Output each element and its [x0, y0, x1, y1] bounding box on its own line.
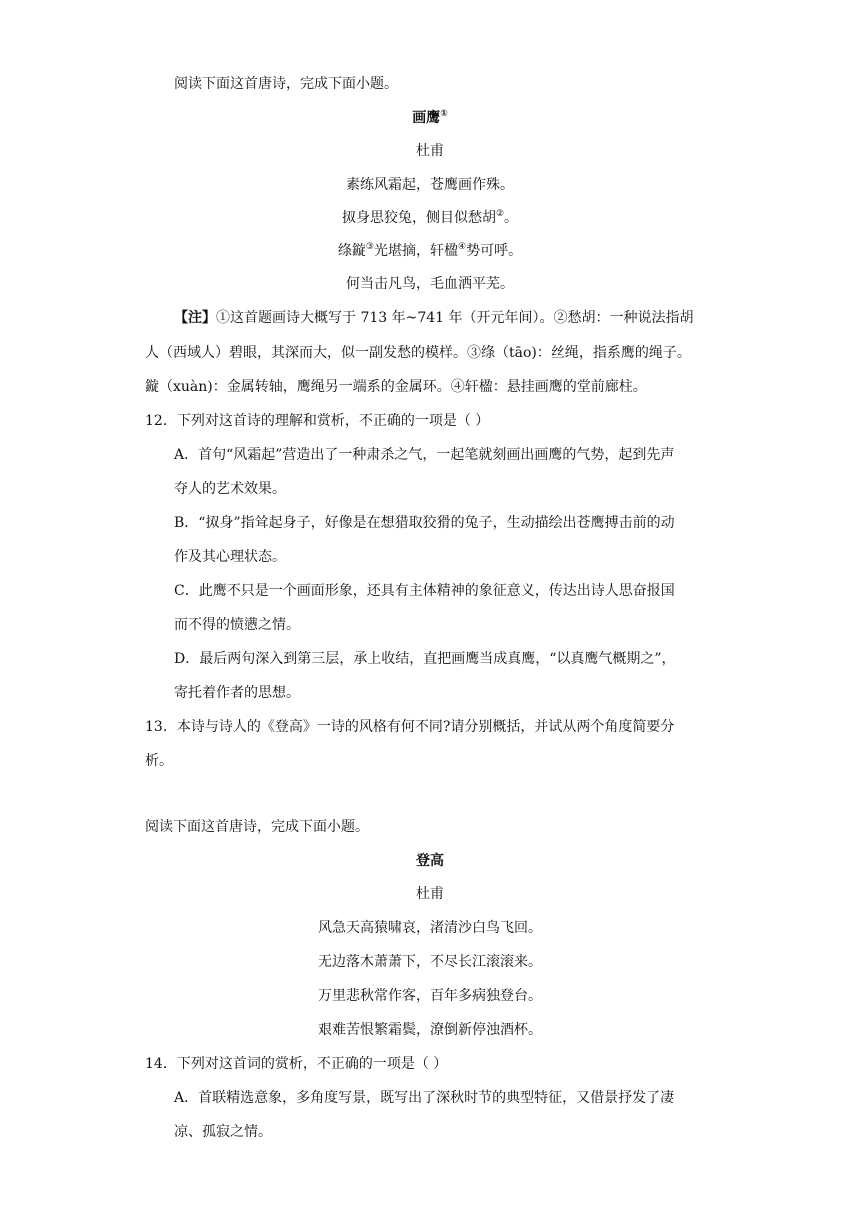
q12-option-c-line1: C．此鹰不只是一个画面形象，还具有主体精神的象征意义，传达出诗人思奋报国 — [174, 583, 675, 599]
footnote-mark-2: ② — [495, 209, 505, 219]
poem1-author: 杜甫 — [416, 143, 444, 159]
poem2-author: 杜甫 — [416, 886, 444, 902]
poem1-line-3-text-c: 势可呼。 — [466, 243, 523, 259]
question-14-stem: 14．下列对这首词的赏析，不正确的一项是（ ） — [145, 1056, 448, 1072]
poem1-title: 画鹰 — [412, 110, 441, 126]
section2-intro: 阅读下面这首唐诗，完成下面小题。 — [145, 819, 369, 835]
q14-option-a-line2: 凉、孤寂之情。 — [174, 1124, 272, 1140]
q12-option-c-line2: 而不得的愤懑之情。 — [174, 617, 300, 633]
poem2-line-1: 风急天高猿啸哀，渚清沙白鸟飞回。 — [318, 920, 542, 936]
poem1-line-3 — [0, 241, 860, 261]
poem1-line-3-text-a: 绦鏇 — [337, 243, 366, 259]
q12-option-b-line1: B．“㧐身”指耸起身子，好像是在想猎取狡猾的兔子，生动描绘出苍鹰搏击前的动 — [174, 515, 675, 531]
note-text-1: ①这首题画诗大概写于 713 年~741 年（开元年间）。②愁胡：一种说法指胡 — [216, 310, 694, 326]
poem1-title-footnote-mark: ① — [440, 109, 448, 119]
poem1-line-2 — [0, 208, 860, 228]
poem2-line-2: 无边落木萧萧下，不尽长江滚滚来。 — [318, 954, 542, 970]
poem1-line-2-text: 㧐身思狡兔，侧目似愁胡 — [341, 210, 496, 226]
note-tag: 【注】 — [174, 310, 216, 326]
poem2-line-3: 万里悲秋常作客，百年多病独登台。 — [318, 988, 542, 1004]
poem1-line-3-text-b: 光堪摘，轩楹 — [374, 243, 458, 259]
note-line-3: 鏇（xuàn)：金属转轴，鹰绳另一端系的金属环。④轩楹：悬挂画鹰的堂前廊柱。 — [145, 379, 647, 395]
footnote-mark-4: ④ — [458, 242, 467, 252]
note-line-1 — [174, 308, 694, 328]
poem1-line-2-end: 。 — [504, 210, 519, 226]
question-13-line1: 13．本诗与诗人的《登高》一诗的风格有何不同?请分别概括，并试从两个角度简要分 — [145, 719, 675, 735]
poem1-line-1-text: 素练风霜起，苍鹰画作殊。 — [346, 177, 514, 193]
section1-intro: 阅读下面这首唐诗，完成下面小题。 — [174, 76, 398, 92]
q12-option-a-line1: A．首句“风霜起”营造出了一种肃杀之气，一起笔就刻画出画鹰的气势，起到先声 — [174, 447, 675, 463]
question-12-stem: 12．下列对这首诗的理解和赏析，不正确的一项是（ ） — [145, 413, 490, 429]
poem1-line-4 — [0, 274, 860, 294]
q12-option-b-line2: 作及其心理状态。 — [174, 549, 286, 565]
q12-option-d-line2: 寄托着作者的思想。 — [174, 685, 300, 701]
question-13-line2: 析。 — [145, 753, 173, 769]
poem2-title: 登高 — [416, 853, 444, 869]
q14-option-a-line1: A．首联精选意象，多角度写景，既写出了深秋时节的典型特征，又借景抒发了凄 — [174, 1090, 675, 1106]
poem1-title-line — [0, 108, 860, 128]
poem2-line-4: 艰难苦恨繁霜鬓，潦倒新停浊酒杯。 — [318, 1022, 542, 1038]
footnote-mark-3: ③ — [365, 242, 374, 252]
poem1-line-4-text: 何当击凡鸟，毛血洒平芜。 — [346, 276, 514, 292]
poem1-line-1 — [0, 175, 860, 195]
note-line-2: 人（西域人）碧眼，其深而大，似一副发愁的模样。③绦（tāo)：丝绳，指系鹰的绳子。 — [145, 345, 691, 361]
q12-option-d-line1: D．最后两句深入到第三层，承上收结，直把画鹰当成真鹰，“以真鹰气概期之”， — [174, 651, 676, 667]
q12-option-a-line2: 夺人的艺术效果。 — [174, 481, 286, 497]
